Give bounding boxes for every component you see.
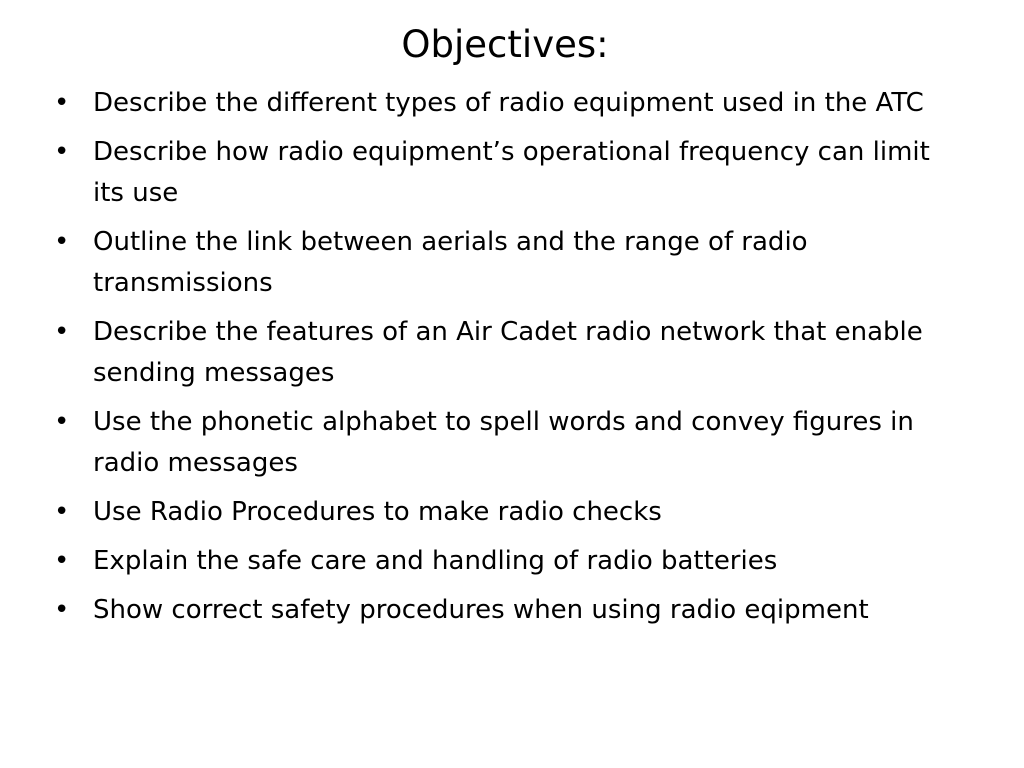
objective-text: Describe how radio equipment’s operational frequency can limit its use	[93, 137, 930, 208]
bullet-icon: •	[54, 317, 70, 347]
objective-text: Describe the features of an Air Cadet radio network that enable sending messages	[93, 317, 923, 388]
slide-title: Objectives:	[401, 23, 609, 66]
bullet-icon: •	[54, 137, 70, 167]
objective-item	[52, 541, 942, 582]
objective-item	[52, 222, 942, 304]
bullet-icon: •	[54, 595, 70, 625]
objective-text: Explain the safe care and handling of radio batteries	[93, 546, 778, 576]
objective-item	[52, 590, 942, 631]
objective-item	[52, 312, 942, 394]
objectives-list	[52, 83, 942, 639]
objective-text: Show correct safety procedures when using radio eqipment	[93, 595, 869, 625]
bullet-icon: •	[54, 546, 70, 576]
objective-item	[52, 83, 942, 124]
bullet-icon: •	[54, 227, 70, 257]
objective-text: Describe the different types of radio equipment used in the ATC	[93, 88, 924, 118]
bullet-icon: •	[54, 88, 70, 118]
bullet-icon: •	[54, 407, 70, 437]
objective-text: Use the phonetic alphabet to spell words and convey figures in radio messages	[93, 407, 914, 478]
objective-item	[52, 402, 942, 484]
bullet-icon: •	[54, 497, 70, 527]
objective-text: Use Radio Procedures to make radio checks	[93, 497, 662, 527]
objective-item	[52, 492, 942, 533]
objective-item	[52, 132, 942, 214]
objective-text: Outline the link between aerials and the range of radio transmissions	[93, 227, 808, 298]
